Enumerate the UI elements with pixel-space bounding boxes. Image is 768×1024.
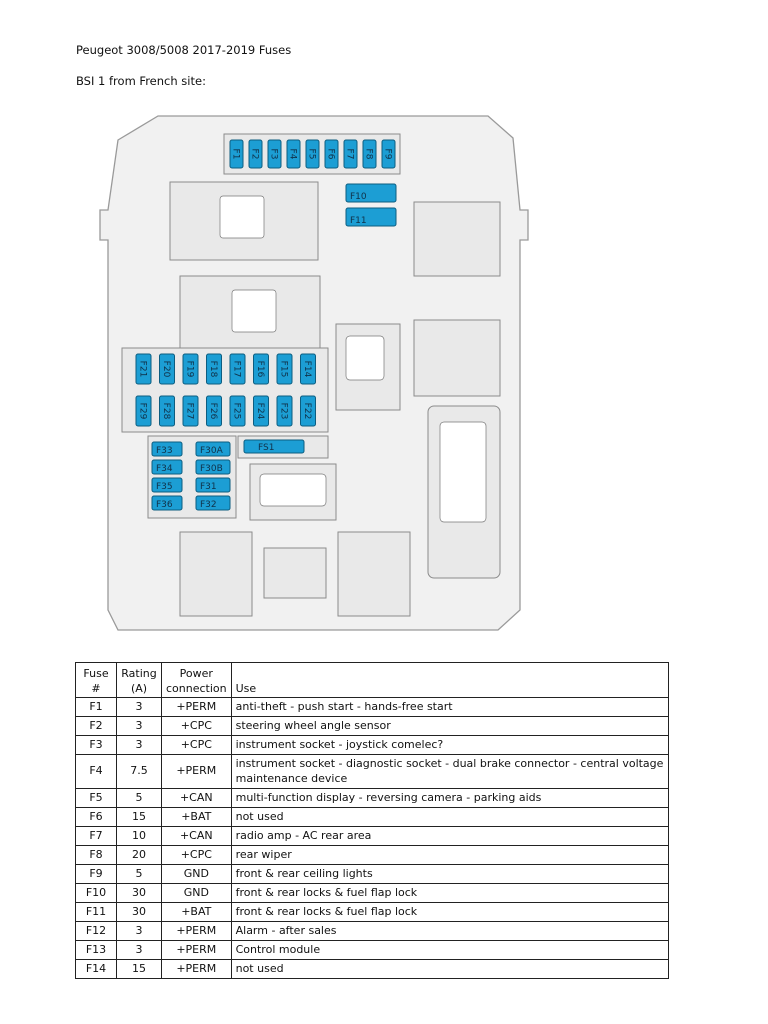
fuse-use: rear wiper [231, 846, 668, 865]
header-use: Use [231, 663, 668, 698]
f23-label: F23 [278, 402, 289, 420]
connector-center-lower-socket [260, 474, 326, 506]
power-connection: +CPC [162, 736, 232, 755]
f5-label: F5 [306, 148, 317, 160]
power-connection: +PERM [162, 698, 232, 717]
document-title: Peugeot 3008/5008 2017-2019 Fuses [76, 43, 292, 57]
fuse-use: front & rear ceiling lights [231, 865, 668, 884]
f22-label: F22 [302, 402, 312, 420]
fuse-use: instrument socket - joystick comelec? [231, 736, 668, 755]
fuse-use: Control module [231, 941, 668, 960]
f4-label: F4 [287, 148, 298, 160]
fuse-use: not used [231, 960, 668, 979]
power-connection: GND [162, 884, 232, 903]
f36-label: F36 [156, 500, 173, 510]
f14-label: F14 [302, 360, 312, 378]
fuse-rating: 30 [117, 903, 162, 922]
connector-bottom-left [180, 532, 252, 616]
connector-right-upper [414, 202, 500, 276]
fuse-rating: 5 [117, 789, 162, 808]
table-row [76, 789, 669, 808]
fuse-rating: 3 [117, 698, 162, 717]
f8-label: F8 [363, 148, 374, 160]
header-rating: Rating (A) [117, 663, 162, 698]
fuse-number: F2 [76, 717, 117, 736]
power-connection: +CPC [162, 717, 232, 736]
fuse-number: F11 [76, 903, 117, 922]
f10-label: F10 [350, 192, 367, 202]
table-row [76, 755, 669, 789]
table-row [76, 884, 669, 903]
connector-right-middle [414, 320, 500, 396]
power-connection: +PERM [162, 960, 232, 979]
fuse-rating: 5 [117, 865, 162, 884]
power-connection: +CAN [162, 789, 232, 808]
table-row [76, 736, 669, 755]
f3-label: F3 [268, 148, 279, 160]
f15-label: F15 [278, 360, 289, 378]
f24-label: F24 [255, 402, 265, 420]
fuse-table [75, 662, 669, 979]
table-row [76, 717, 669, 736]
connector-bottom-right [338, 532, 410, 616]
f30b-label: F30B [200, 464, 223, 474]
power-connection: +CPC [162, 846, 232, 865]
table-row [76, 941, 669, 960]
power-connection: +PERM [162, 755, 232, 789]
table-row [76, 846, 669, 865]
f11-label: F11 [350, 216, 367, 226]
f33-label: F33 [156, 446, 173, 456]
fuse-use: steering wheel angle sensor [231, 717, 668, 736]
fuse-number: F13 [76, 941, 117, 960]
table-row [76, 827, 669, 846]
terminal-bottom-center [264, 548, 326, 598]
fuse-number: F3 [76, 736, 117, 755]
fuse-use: not used [231, 808, 668, 827]
power-connection: +PERM [162, 941, 232, 960]
table-row [76, 903, 669, 922]
power-connection: +BAT [162, 808, 232, 827]
fuse-use: anti-theft - push start - hands-free start [231, 698, 668, 717]
fuse-number: F4 [76, 755, 117, 789]
f7-label: F7 [344, 148, 355, 160]
f17-label: F17 [231, 360, 242, 378]
fuse-table-body [76, 698, 669, 979]
fuse-use: instrument socket - diagnostic socket - dual brake connector - central voltage maintenance device [231, 755, 668, 789]
power-connection: +BAT [162, 903, 232, 922]
f31-label: F31 [200, 482, 217, 492]
f6-label: F6 [325, 148, 336, 160]
fuse-number: F8 [76, 846, 117, 865]
header-power: Power connection [162, 663, 232, 698]
main-fuse-panel [122, 348, 328, 432]
connector-right-tall-socket [440, 422, 486, 522]
fuse-rating: 3 [117, 922, 162, 941]
f9-label: F9 [382, 148, 393, 160]
fuse-rating: 15 [117, 808, 162, 827]
power-connection: +CAN [162, 827, 232, 846]
connector-middle-socket [232, 290, 276, 332]
fuse-number: F7 [76, 827, 117, 846]
fuse-use: multi-function display - reversing camera - parking aids [231, 789, 668, 808]
f34-label: F34 [156, 464, 173, 474]
header-fuse: Fuse # [76, 663, 117, 698]
f32-label: F32 [200, 500, 217, 510]
fuse-number: F10 [76, 884, 117, 903]
fuse-number: F12 [76, 922, 117, 941]
fuse-rating: 10 [117, 827, 162, 846]
fuse-rating: 3 [117, 736, 162, 755]
top-fuse-row [230, 140, 395, 168]
table-row [76, 808, 669, 827]
table-row [76, 865, 669, 884]
table-row [76, 698, 669, 717]
f28-label: F28 [161, 402, 171, 420]
table-row [76, 960, 669, 979]
f27-label: F27 [184, 402, 195, 420]
f18-label: F18 [208, 360, 218, 378]
f26-label: F26 [208, 402, 218, 420]
fuse-number: F9 [76, 865, 117, 884]
fuse-rating: 7.5 [117, 755, 162, 789]
table-header-row [76, 663, 669, 698]
f2-label: F2 [249, 148, 260, 160]
fuse-use: front & rear locks & fuel flap lock [231, 903, 668, 922]
fuse-rating: 15 [117, 960, 162, 979]
f30a-label: F30A [200, 446, 223, 456]
fuse-rating: 20 [117, 846, 162, 865]
fuse-rating: 30 [117, 884, 162, 903]
f29-label: F29 [137, 402, 148, 420]
f19-label: F19 [184, 360, 195, 378]
fuse-use: Alarm - after sales [231, 922, 668, 941]
f20-label: F20 [161, 360, 171, 378]
connector-upper-socket [220, 196, 264, 238]
fuse-use: front & rear locks & fuel flap lock [231, 884, 668, 903]
document-subtitle: BSI 1 from French site: [76, 74, 206, 88]
f35-label: F35 [156, 482, 173, 492]
table-row [76, 922, 669, 941]
f1-label: F1 [230, 148, 241, 160]
fuse-number: F6 [76, 808, 117, 827]
f21-label: F21 [137, 360, 148, 378]
relay-socket [346, 336, 384, 380]
fuse-use: radio amp - AC rear area [231, 827, 668, 846]
fs1-label: FS1 [258, 443, 275, 453]
fuse-box-diagram [88, 110, 544, 644]
fuse-rating: 3 [117, 941, 162, 960]
power-connection: +PERM [162, 922, 232, 941]
f25-label: F25 [231, 402, 242, 420]
fuse-rating: 3 [117, 717, 162, 736]
f16-label: F16 [255, 360, 265, 378]
fuse-number: F1 [76, 698, 117, 717]
fuse-number: F14 [76, 960, 117, 979]
fuse-number: F5 [76, 789, 117, 808]
power-connection: GND [162, 865, 232, 884]
